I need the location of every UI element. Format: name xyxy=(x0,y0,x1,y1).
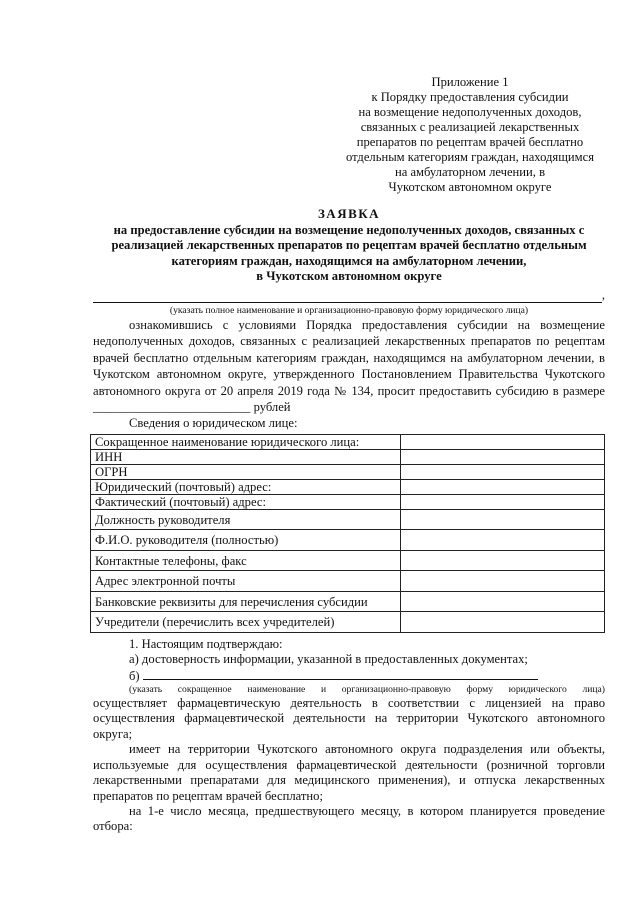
table-row xyxy=(91,530,605,551)
intro-paragraph xyxy=(93,317,605,432)
row-value-field[interactable] xyxy=(401,464,605,479)
comma: , xyxy=(601,288,605,303)
title-heading: ЗАЯВКА xyxy=(317,206,381,221)
table-row xyxy=(91,434,605,449)
row-label: Фактический (почтовый) адрес: xyxy=(91,494,401,509)
row-label: Должность руководителя xyxy=(91,509,401,530)
row-value-field[interactable] xyxy=(401,612,605,633)
confirmation-section xyxy=(93,637,605,835)
title-subtitle: на предоставление субсидии на возмещение недополученных доходов, связанных с реализацией лекарственных препаратов по рецептам врачей бесплатно отдельным категориям граждан, находящимся на амбулаторном лечении, xyxy=(111,223,587,268)
applicant-name-caption: (указать полное наименование и организационно-правовую форму юридического лица) xyxy=(169,305,529,317)
appendix-line: на амбулаторном лечении, в xyxy=(394,165,546,179)
row-value-field[interactable] xyxy=(401,591,605,612)
appendix-line: к Порядку предоставления субсидии xyxy=(371,90,569,104)
document-title xyxy=(80,206,618,284)
appendix-line: связанных с реализацией лекарственных xyxy=(360,120,580,134)
table-row xyxy=(91,571,605,592)
row-label: Адрес электронной почты xyxy=(91,571,401,592)
appendix-line: Чукотском автономном округе xyxy=(388,180,552,194)
row-label: Банковские реквизиты для перечисления субсидии xyxy=(91,591,401,612)
row-label: ОГРН xyxy=(91,464,401,479)
intro-text: ознакомившись с условиями Порядка предоставления субсидии на возмещение недополученных доходов, связанных с реализацией лекарственных препаратов по рецептам врачей бесплатно отдельным категориям граждан, находящимся на амбулаторном лечении, в Чукотском автономном округе, утвержденного Постановлением Правительства Чукотского автономного округа от 20 апреля 2019 года № 134, просит предоставить субсидию в размере xyxy=(93,318,605,398)
row-value-field[interactable] xyxy=(401,550,605,571)
table-row xyxy=(91,612,605,633)
row-value-field[interactable] xyxy=(401,449,605,464)
title-subtitle-end: в Чукотском автономном округе xyxy=(256,268,442,283)
row-value-field[interactable] xyxy=(401,479,605,494)
appendix-line: отдельным категориям граждан, находящимся xyxy=(345,150,595,164)
info-heading: Сведения о юридическом лице: xyxy=(129,416,298,431)
table-row xyxy=(91,449,605,464)
row-value-field[interactable] xyxy=(401,494,605,509)
applicant-name-field[interactable] xyxy=(93,290,602,303)
appendix-line: Приложение 1 xyxy=(431,75,509,89)
row-label: Учредители (перечислить всех учредителей) xyxy=(91,612,401,633)
table-row xyxy=(91,550,605,571)
table-row xyxy=(91,479,605,494)
appendix-header xyxy=(330,75,610,195)
confirm-heading: 1. Настоящим подтверждаю: xyxy=(129,636,283,651)
row-label: Сокращенное наименование юридического лица: xyxy=(91,434,401,449)
row-label: Юридический (почтовый) адрес: xyxy=(91,479,401,494)
table-row xyxy=(91,464,605,479)
confirm-d: на 1-е число месяца, предшествующего месяцу, в котором планируется проведение отбора: xyxy=(93,803,605,834)
confirm-c: имеет на территории Чукотского автономного округа подразделения или объекты, используемые для осуществления фармацевтической деятельности (розничной торговли лекарственными препаратами для медицинского применения), и отпуска лекарственных препаратов по рецептам врачей бесплатно; xyxy=(93,742,605,803)
short-name-field[interactable] xyxy=(143,668,538,680)
document-body xyxy=(93,206,605,835)
appendix-line: на возмещение недополученных доходов, xyxy=(358,105,582,119)
appendix-line: препаратов по рецептам врачей бесплатно xyxy=(356,135,584,149)
row-value-field[interactable] xyxy=(401,571,605,592)
amount-field[interactable]: _________________________ xyxy=(93,400,251,415)
table-row xyxy=(91,591,605,612)
amount-unit: рублей xyxy=(253,400,291,415)
table-row xyxy=(91,509,605,530)
row-value-field[interactable] xyxy=(401,530,605,551)
row-label: ИНН xyxy=(91,449,401,464)
confirm-b-caption: (указать сокращенное наименование и организационно-правовую форму юридического лица) xyxy=(129,684,605,696)
table-row xyxy=(91,494,605,509)
legal-entity-table xyxy=(90,434,605,633)
row-value-field[interactable] xyxy=(401,509,605,530)
applicant-name-row xyxy=(93,288,605,303)
confirm-b-text: осуществляет фармацевтическую деятельность в соответствии с лицензией на право осуществления фармацевтической деятельности на территории Чукотского автономного округа; xyxy=(93,696,605,741)
row-label: Контактные телефоны, факс xyxy=(91,550,401,571)
confirm-a: а) достоверность информации, указанной в предоставленных документах; xyxy=(129,652,528,667)
row-value-field[interactable] xyxy=(401,434,605,449)
row-label: Ф.И.О. руководителя (полностью) xyxy=(91,530,401,551)
confirm-b-label: б) xyxy=(129,668,140,683)
